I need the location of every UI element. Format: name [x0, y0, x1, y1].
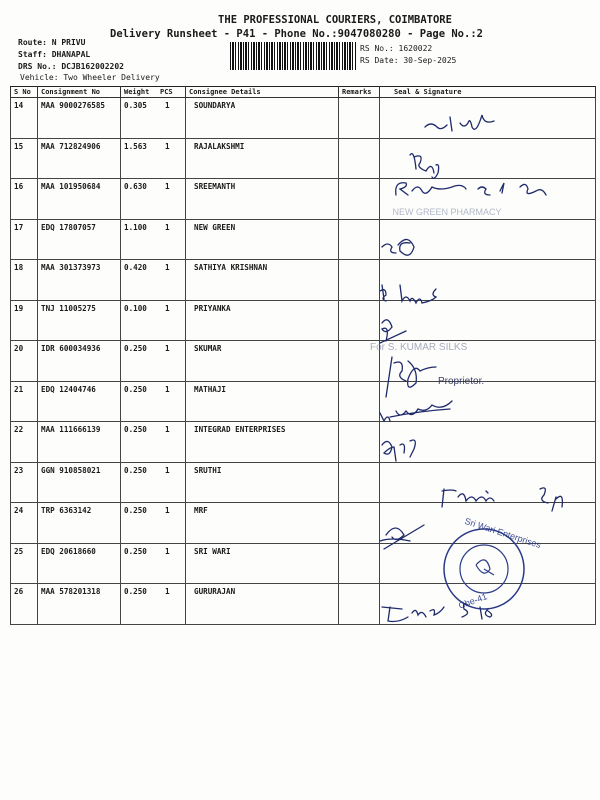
weight-cell: 1.563: [121, 138, 158, 179]
weight-cell: 0.630: [121, 179, 158, 220]
consignment-cell: MAA 101950684: [38, 179, 121, 220]
remarks-cell: [339, 300, 380, 341]
sno-cell: 16: [11, 179, 38, 220]
skumar-stamp-bottom: Proprietor.: [438, 376, 485, 387]
weight-cell: 0.250: [121, 422, 158, 463]
consignee-cell: RAJALAKSHMI: [186, 138, 339, 179]
weight-cell: 0.250: [121, 584, 158, 625]
vehicle: Vehicle: Two Wheeler Delivery: [20, 73, 160, 82]
seal-signature-cell: [380, 219, 596, 260]
skumar-stamp-top: For S. KUMAR SILKS: [370, 342, 468, 353]
table-header: [11, 87, 596, 98]
drs-number: DRS No.: DCJB162002202: [18, 62, 124, 71]
col-consignment: Consignment No: [38, 87, 121, 98]
sno-cell: 25: [11, 543, 38, 584]
consignee-cell: NEW GREEN: [186, 219, 339, 260]
remarks-cell: [339, 98, 380, 139]
table-row: [11, 260, 596, 301]
pcs-cell: 1: [157, 260, 186, 301]
remarks-cell: [339, 422, 380, 463]
staff: Staff: DHANAPAL: [18, 50, 91, 59]
remarks-cell: [339, 584, 380, 625]
consignment-cell: MAA 111666139: [38, 422, 121, 463]
new-green-stamp: NEW GREEN PHARMACY: [392, 207, 502, 217]
weight-cell: 0.250: [121, 543, 158, 584]
pcs-cell: 1: [157, 138, 186, 179]
sno-cell: 18: [11, 260, 38, 301]
weight-cell: 1.100: [121, 219, 158, 260]
consignment-cell: MAA 712824906: [38, 138, 121, 179]
table-row: [11, 98, 596, 139]
sno-cell: 19: [11, 300, 38, 341]
sno-cell: 17: [11, 219, 38, 260]
pcs-cell: 1: [157, 584, 186, 625]
sno-cell: 14: [11, 98, 38, 139]
pcs-cell: 1: [157, 381, 186, 422]
consignee-cell: SOUNDARYA: [186, 98, 339, 139]
remarks-cell: [339, 381, 380, 422]
seal-signature-cell: [380, 381, 596, 422]
runsheet-subtitle: Delivery Runsheet - P41 - Phone No.:9047080280 - Page No.:2: [110, 28, 483, 40]
pcs-cell: 1: [157, 462, 186, 503]
col-seal-signature: Seal & Signature: [380, 87, 596, 98]
consignee-cell: MRF: [186, 503, 339, 544]
col-sno: S No: [11, 87, 38, 98]
pcs-cell: 1: [157, 179, 186, 220]
consignee-cell: SRUTHI: [186, 462, 339, 503]
pcs-cell: 1: [157, 341, 186, 382]
barcode: [230, 42, 356, 70]
table-row: [11, 138, 596, 179]
seal-signature-cell: [380, 584, 596, 625]
remarks-cell: [339, 503, 380, 544]
seal-signature-cell: [380, 543, 596, 584]
weight-cell: 0.305: [121, 98, 158, 139]
sno-cell: 22: [11, 422, 38, 463]
weight-cell: 0.420: [121, 260, 158, 301]
pcs-cell: 1: [157, 300, 186, 341]
consignee-cell: INTEGRAD ENTERPRISES: [186, 422, 339, 463]
consignee-cell: SREEMANTH: [186, 179, 339, 220]
consignee-cell: GURURAJAN: [186, 584, 339, 625]
weight-cell: 0.250: [121, 462, 158, 503]
pcs-cell: 1: [157, 219, 186, 260]
seal-signature-cell: [380, 138, 596, 179]
consignment-cell: TRP 6363142: [38, 503, 121, 544]
weight-cell: 0.250: [121, 381, 158, 422]
col-remarks: Remarks: [339, 87, 380, 98]
consignment-cell: EDQ 20618660: [38, 543, 121, 584]
weight-cell: 0.250: [121, 341, 158, 382]
remarks-cell: [339, 462, 380, 503]
consignee-cell: MATHAJI: [186, 381, 339, 422]
col-weight: Weight: [121, 87, 158, 98]
remarks-cell: [339, 219, 380, 260]
seal-signature-cell: [380, 422, 596, 463]
seal-signature-cell: [380, 260, 596, 301]
consignment-cell: GGN 910858021: [38, 462, 121, 503]
remarks-cell: [339, 543, 380, 584]
sri-wari-stamp: Sri Wari Enterprises: [463, 515, 543, 551]
table-row: [11, 543, 596, 584]
col-pcs: PCS: [157, 87, 186, 98]
sno-cell: 15: [11, 138, 38, 179]
table-row: [11, 341, 596, 382]
seal-signature-cell: [380, 300, 596, 341]
pcs-cell: 1: [157, 503, 186, 544]
consignee-cell: SKUMAR: [186, 341, 339, 382]
consignment-cell: MAA 578201318: [38, 584, 121, 625]
sno-cell: 20: [11, 341, 38, 382]
consignment-cell: TNJ 11005275: [38, 300, 121, 341]
consignment-cell: EDQ 12404746: [38, 381, 121, 422]
consignee-cell: PRIYANKA: [186, 300, 339, 341]
seal-signature-cell: [380, 98, 596, 139]
pcs-cell: 1: [157, 422, 186, 463]
sno-cell: 21: [11, 381, 38, 422]
sno-cell: 24: [11, 503, 38, 544]
col-consignee: Consignee Details: [186, 87, 339, 98]
rs-date: RS Date: 30-Sep-2025: [360, 56, 457, 65]
sno-cell: 23: [11, 462, 38, 503]
consignment-cell: IDR 600034936: [38, 341, 121, 382]
pcs-cell: 1: [157, 98, 186, 139]
table-row: [11, 422, 596, 463]
table-row: [11, 584, 596, 625]
pcs-cell: 1: [157, 543, 186, 584]
sno-cell: 26: [11, 584, 38, 625]
consignment-cell: MAA 301373973: [38, 260, 121, 301]
consignment-cell: EDQ 17807057: [38, 219, 121, 260]
weight-cell: 0.100: [121, 300, 158, 341]
route: Route: N PRIVU: [18, 38, 86, 47]
runsheet-table: [10, 86, 596, 625]
sri-wari-stamp-city: Che-41: [457, 591, 489, 611]
company-title: THE PROFESSIONAL COURIERS, COIMBATORE: [218, 14, 452, 26]
weight-cell: 0.250: [121, 503, 158, 544]
remarks-cell: [339, 260, 380, 301]
consignee-cell: SATHIYA KRISHNAN: [186, 260, 339, 301]
remarks-cell: [339, 138, 380, 179]
consignment-cell: MAA 9000276585: [38, 98, 121, 139]
rs-number: RS No.: 1620022: [360, 44, 433, 53]
table-row: [11, 381, 596, 422]
table-row: [11, 219, 596, 260]
consignee-cell: SRI WARI: [186, 543, 339, 584]
table-row: [11, 462, 596, 503]
seal-signature-cell: [380, 462, 596, 503]
table-row: [11, 300, 596, 341]
